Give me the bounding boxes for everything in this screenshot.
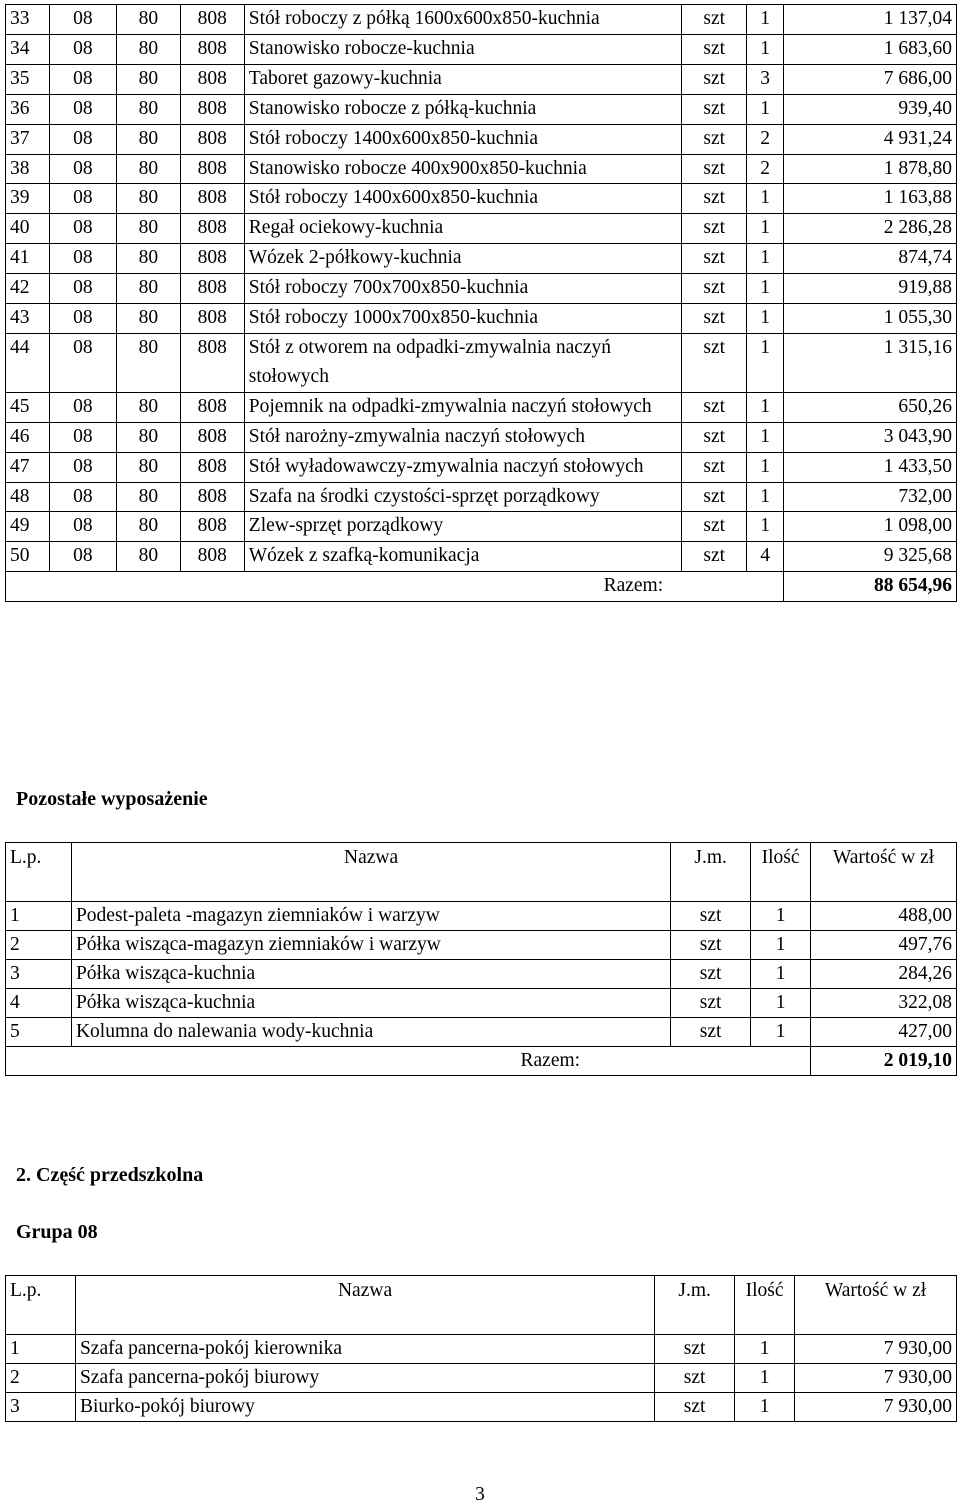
row-name: Pojemnik na odpadki-zmywalnia naczyń stołowych: [244, 392, 681, 422]
row-unit: szt: [655, 1364, 735, 1393]
table-row: [6, 452, 957, 482]
row-qty: 1: [747, 422, 784, 452]
row-code-2: 80: [116, 392, 180, 422]
table-row: [6, 64, 957, 94]
row-value: 3 043,90: [784, 422, 957, 452]
row-code-1: 08: [49, 482, 116, 512]
row-code-2: 80: [116, 184, 180, 214]
header-unit: J.m.: [655, 1276, 735, 1335]
row-code-2: 80: [116, 154, 180, 184]
row-unit: szt: [682, 244, 747, 274]
table-row: [6, 124, 957, 154]
row-code-1: 08: [49, 512, 116, 542]
table-row: [6, 94, 957, 124]
row-code-1: 08: [49, 214, 116, 244]
row-code-1: 08: [49, 304, 116, 334]
total-value: 2 019,10: [811, 1047, 957, 1076]
total-label: Razem:: [6, 1047, 811, 1076]
row-code-3: 808: [180, 274, 244, 304]
row-code-1: 08: [49, 333, 116, 392]
row-code-3: 808: [180, 512, 244, 542]
row-code-1: 08: [49, 184, 116, 214]
row-value: 650,26: [784, 392, 957, 422]
row-lp: 2: [6, 931, 72, 960]
row-code-2: 80: [116, 452, 180, 482]
row-code-3: 808: [180, 124, 244, 154]
row-value: 1 315,16: [784, 333, 957, 392]
row-code-1: 08: [49, 392, 116, 422]
row-name: Kolumna do nalewania wody-kuchnia: [71, 1018, 670, 1047]
row-code-2: 80: [116, 244, 180, 274]
table-row: [6, 422, 957, 452]
header-unit: J.m.: [671, 843, 751, 902]
row-code-1: 08: [49, 452, 116, 482]
row-unit: szt: [682, 274, 747, 304]
row-value: 2 286,28: [784, 214, 957, 244]
row-lp: 42: [6, 274, 50, 304]
row-qty: 1: [735, 1335, 795, 1364]
row-unit: szt: [671, 902, 751, 931]
row-unit: szt: [682, 154, 747, 184]
row-name: Stół roboczy 1400x600x850-kuchnia: [244, 184, 681, 214]
row-value: 9 325,68: [784, 542, 957, 572]
row-value: 7 930,00: [795, 1393, 957, 1422]
row-lp: 33: [6, 5, 50, 35]
row-value: 284,26: [811, 960, 957, 989]
header-lp: L.p.: [6, 1276, 76, 1335]
row-value: 1 137,04: [784, 5, 957, 35]
row-name: Półka wisząca-kuchnia: [71, 960, 670, 989]
row-lp: 5: [6, 1018, 72, 1047]
row-value: 874,74: [784, 244, 957, 274]
row-code-3: 808: [180, 34, 244, 64]
row-code-2: 80: [116, 542, 180, 572]
row-value: 7 930,00: [795, 1335, 957, 1364]
row-unit: szt: [682, 333, 747, 392]
table-row: [6, 1018, 957, 1047]
total-label: Razem:: [6, 572, 784, 602]
row-lp: 39: [6, 184, 50, 214]
equipment-table-kitchen: [5, 4, 957, 602]
row-value: 1 163,88: [784, 184, 957, 214]
row-lp: 1: [6, 1335, 76, 1364]
table-row: [6, 184, 957, 214]
row-code-3: 808: [180, 214, 244, 244]
row-qty: 1: [735, 1364, 795, 1393]
row-name: Wózek z szafką-komunikacja: [244, 542, 681, 572]
table-row: [6, 5, 957, 35]
row-code-1: 08: [49, 154, 116, 184]
table-row: [6, 482, 957, 512]
row-code-3: 808: [180, 333, 244, 392]
header-name: Nazwa: [75, 1276, 654, 1335]
row-code-2: 80: [116, 34, 180, 64]
row-value: 919,88: [784, 274, 957, 304]
row-qty: 1: [747, 5, 784, 35]
row-qty: 1: [747, 184, 784, 214]
row-unit: szt: [682, 482, 747, 512]
row-unit: szt: [682, 214, 747, 244]
row-name: Biurko-pokój biurowy: [75, 1393, 654, 1422]
row-name: Półka wisząca-magazyn ziemniaków i warzyw: [71, 931, 670, 960]
row-code-1: 08: [49, 422, 116, 452]
row-code-3: 808: [180, 184, 244, 214]
row-value: 1 098,00: [784, 512, 957, 542]
row-code-2: 80: [116, 274, 180, 304]
row-qty: 1: [751, 1018, 811, 1047]
row-value: 427,00: [811, 1018, 957, 1047]
row-qty: 1: [747, 452, 784, 482]
header-value: Wartość w zł: [811, 843, 957, 902]
row-qty: 4: [747, 542, 784, 572]
row-value: 322,08: [811, 989, 957, 1018]
row-unit: szt: [682, 452, 747, 482]
row-name: Stół roboczy 700x700x850-kuchnia: [244, 274, 681, 304]
row-code-1: 08: [49, 5, 116, 35]
table-row: [6, 542, 957, 572]
section-heading-other: Pozostałe wyposażenie: [16, 788, 208, 810]
row-lp: 36: [6, 94, 50, 124]
row-code-2: 80: [116, 304, 180, 334]
row-name: Regał ociekowy-kuchnia: [244, 214, 681, 244]
table-row: [6, 244, 957, 274]
row-qty: 3: [747, 64, 784, 94]
row-qty: 1: [747, 244, 784, 274]
row-code-3: 808: [180, 482, 244, 512]
table-total-row: [6, 1047, 957, 1076]
header-qty: Ilość: [751, 843, 811, 902]
row-unit: szt: [671, 989, 751, 1018]
row-lp: 46: [6, 422, 50, 452]
row-qty: 1: [747, 304, 784, 334]
row-unit: szt: [682, 304, 747, 334]
table-row: [6, 333, 957, 392]
row-code-3: 808: [180, 94, 244, 124]
row-qty: 1: [751, 989, 811, 1018]
table-row: [6, 274, 957, 304]
total-value: 88 654,96: [784, 572, 957, 602]
row-name: Stół narożny-zmywalnia naczyń stołowych: [244, 422, 681, 452]
row-qty: 1: [747, 214, 784, 244]
row-code-2: 80: [116, 482, 180, 512]
row-unit: szt: [671, 960, 751, 989]
row-code-3: 808: [180, 244, 244, 274]
table-row: [6, 392, 957, 422]
row-lp: 35: [6, 64, 50, 94]
header-qty: Ilość: [735, 1276, 795, 1335]
row-qty: 1: [747, 34, 784, 64]
table-total-row: [6, 572, 957, 602]
row-qty: 1: [747, 482, 784, 512]
row-unit: szt: [682, 5, 747, 35]
row-qty: 1: [735, 1393, 795, 1422]
row-lp: 41: [6, 244, 50, 274]
row-lp: 47: [6, 452, 50, 482]
row-lp: 2: [6, 1364, 76, 1393]
row-qty: 1: [751, 960, 811, 989]
row-code-3: 808: [180, 304, 244, 334]
group-heading: Grupa 08: [16, 1221, 98, 1243]
row-qty: 2: [747, 124, 784, 154]
table-row: [6, 960, 957, 989]
table-row: [6, 931, 957, 960]
row-value: 497,76: [811, 931, 957, 960]
row-name: Stół wyładowawczy-zmywalnia naczyń stołowych: [244, 452, 681, 482]
row-code-2: 80: [116, 64, 180, 94]
row-name: Szafa pancerna-pokój kierownika: [75, 1335, 654, 1364]
header-name: Nazwa: [71, 843, 670, 902]
row-value: 7 686,00: [784, 64, 957, 94]
table-row: [6, 989, 957, 1018]
row-value: 1 433,50: [784, 452, 957, 482]
row-unit: szt: [671, 931, 751, 960]
row-code-2: 80: [116, 214, 180, 244]
row-unit: szt: [682, 422, 747, 452]
row-lp: 49: [6, 512, 50, 542]
table-row: [6, 214, 957, 244]
page-number: 3: [475, 1484, 485, 1505]
row-name: Szafa pancerna-pokój biurowy: [75, 1364, 654, 1393]
row-unit: szt: [671, 1018, 751, 1047]
row-lp: 45: [6, 392, 50, 422]
table-row: [6, 902, 957, 931]
row-unit: szt: [682, 392, 747, 422]
row-value: 7 930,00: [795, 1364, 957, 1393]
section-heading-preschool: 2. Część przedszkolna: [16, 1164, 204, 1186]
row-qty: 1: [747, 392, 784, 422]
row-qty: 1: [747, 512, 784, 542]
row-qty: 1: [747, 94, 784, 124]
row-value: 4 931,24: [784, 124, 957, 154]
row-lp: 50: [6, 542, 50, 572]
row-value: 488,00: [811, 902, 957, 931]
row-name: Zlew-sprzęt porządkowy: [244, 512, 681, 542]
row-name: Szafa na środki czystości-sprzęt porządkowy: [244, 482, 681, 512]
row-name: Stół roboczy z półką 1600x600x850-kuchnia: [244, 5, 681, 35]
row-code-3: 808: [180, 154, 244, 184]
row-value: 732,00: [784, 482, 957, 512]
table-header-row: [6, 1276, 957, 1335]
row-name: Wózek 2-półkowy-kuchnia: [244, 244, 681, 274]
row-unit: szt: [682, 94, 747, 124]
header-lp: L.p.: [6, 843, 72, 902]
table-row: [6, 34, 957, 64]
row-name: Stół z otworem na odpadki-zmywalnia naczyń stołowych: [244, 333, 681, 392]
row-qty: 1: [747, 333, 784, 392]
row-code-1: 08: [49, 124, 116, 154]
row-code-2: 80: [116, 94, 180, 124]
row-code-1: 08: [49, 542, 116, 572]
row-name: Stanowisko robocze-kuchnia: [244, 34, 681, 64]
table-row: [6, 512, 957, 542]
header-value: Wartość w zł: [795, 1276, 957, 1335]
row-code-3: 808: [180, 392, 244, 422]
row-code-1: 08: [49, 274, 116, 304]
row-lp: 1: [6, 902, 72, 931]
row-name: Stół roboczy 1400x600x850-kuchnia: [244, 124, 681, 154]
row-code-2: 80: [116, 422, 180, 452]
row-code-1: 08: [49, 34, 116, 64]
table-row: [6, 304, 957, 334]
table-row: [6, 154, 957, 184]
row-lp: 3: [6, 960, 72, 989]
row-code-3: 808: [180, 5, 244, 35]
table-row: [6, 1364, 957, 1393]
row-unit: szt: [682, 124, 747, 154]
row-lp: 38: [6, 154, 50, 184]
row-unit: szt: [682, 64, 747, 94]
row-unit: szt: [655, 1393, 735, 1422]
row-name: Podest-paleta -magazyn ziemniaków i warzyw: [71, 902, 670, 931]
row-value: 1 683,60: [784, 34, 957, 64]
row-name: Stół roboczy 1000x700x850-kuchnia: [244, 304, 681, 334]
row-code-2: 80: [116, 5, 180, 35]
row-code-3: 808: [180, 542, 244, 572]
row-lp: 48: [6, 482, 50, 512]
row-unit: szt: [655, 1335, 735, 1364]
row-lp: 43: [6, 304, 50, 334]
row-code-3: 808: [180, 422, 244, 452]
row-unit: szt: [682, 184, 747, 214]
row-lp: 44: [6, 333, 50, 392]
row-value: 1 055,30: [784, 304, 957, 334]
row-code-3: 808: [180, 64, 244, 94]
row-qty: 1: [751, 902, 811, 931]
row-qty: 1: [751, 931, 811, 960]
row-code-1: 08: [49, 244, 116, 274]
row-name: Taboret gazowy-kuchnia: [244, 64, 681, 94]
row-unit: szt: [682, 512, 747, 542]
row-qty: 2: [747, 154, 784, 184]
row-qty: 1: [747, 274, 784, 304]
row-name: Półka wisząca-kuchnia: [71, 989, 670, 1018]
row-lp: 37: [6, 124, 50, 154]
row-value: 1 878,80: [784, 154, 957, 184]
row-code-2: 80: [116, 333, 180, 392]
row-unit: szt: [682, 34, 747, 64]
row-lp: 3: [6, 1393, 76, 1422]
row-code-2: 80: [116, 512, 180, 542]
row-lp: 34: [6, 34, 50, 64]
equipment-table-other: [5, 842, 957, 1076]
row-name: Stanowisko robocze 400x900x850-kuchnia: [244, 154, 681, 184]
row-code-2: 80: [116, 124, 180, 154]
table-header-row: [6, 843, 957, 902]
row-lp: 4: [6, 989, 72, 1018]
row-code-3: 808: [180, 452, 244, 482]
table-row: [6, 1335, 957, 1364]
row-unit: szt: [682, 542, 747, 572]
row-code-1: 08: [49, 64, 116, 94]
row-name: Stanowisko robocze z półką-kuchnia: [244, 94, 681, 124]
equipment-table-preschool: [5, 1275, 957, 1422]
row-code-1: 08: [49, 94, 116, 124]
table-row: [6, 1393, 957, 1422]
row-lp: 40: [6, 214, 50, 244]
row-value: 939,40: [784, 94, 957, 124]
